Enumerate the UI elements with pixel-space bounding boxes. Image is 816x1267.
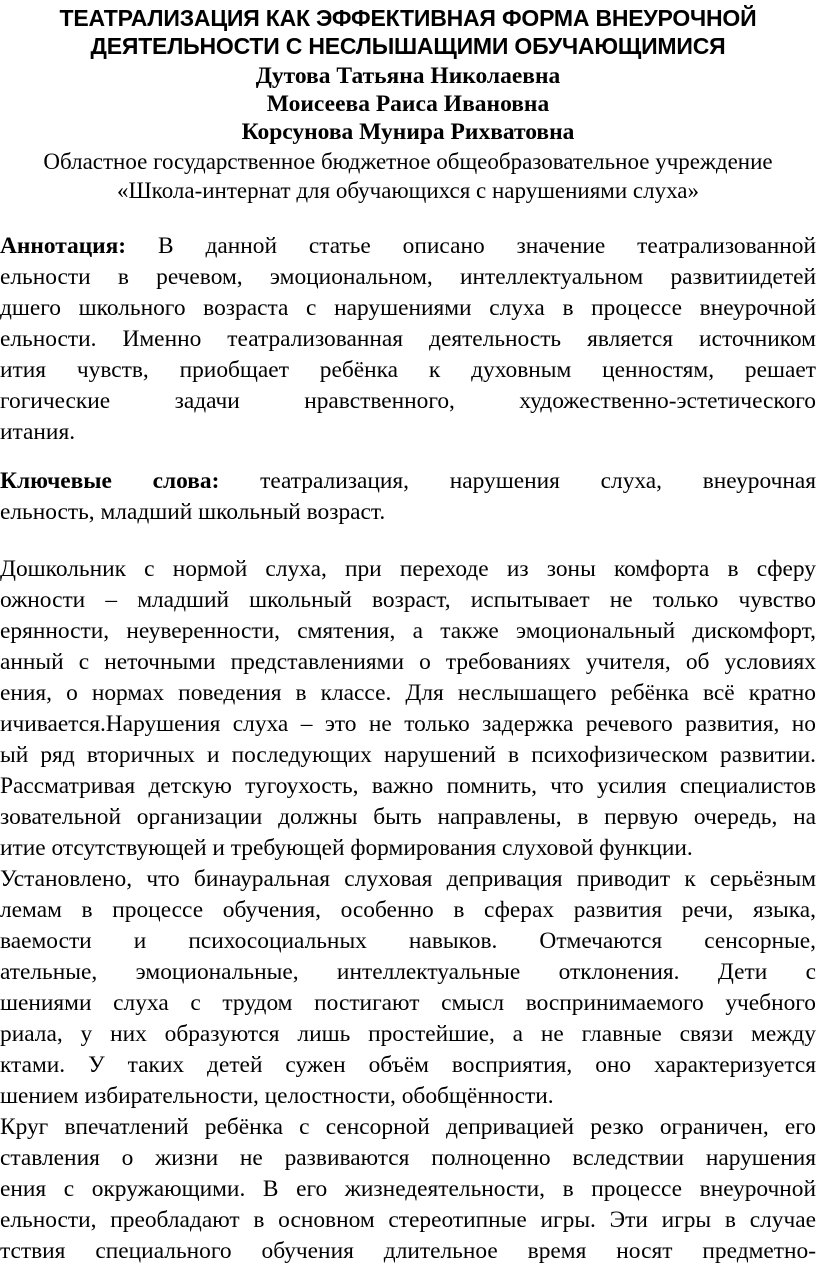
author-2: Моисеева Раиса Ивановна (266, 91, 550, 117)
text-line: Рассматривая детскую тугоухость, важно помнить, что усилия специалистов (0, 773, 816, 799)
text-line: Круг впечатлений ребёнка с сенсорной депривацией резко ограничен, его (0, 1114, 816, 1140)
text-line: Установлено, что бинауральная слуховая депривация приводит к серьёзным (0, 866, 816, 892)
annotation-line: ельности. Именно театрализованная деятельность является источником (0, 326, 816, 352)
keywords-label: Ключевые слова: (0, 468, 220, 494)
organization-line-2: «Школа-интернат для обучающихся с нарушениями слуха» (116, 178, 700, 203)
keywords-line: ельность, младший школьный возраст. (0, 499, 386, 525)
text-line: шениями слуха с трудом постигают смысл воспринимаемого учебного (0, 990, 816, 1016)
text-line: ения, о нормах поведения в классе. Для неслышащего ребёнка всё кратно (0, 680, 816, 706)
text-line: ичивается.Нарушения слуха – это не только задержка речевого развития, но (0, 711, 816, 737)
annotation-line: дшего школьного возраста с нарушениями слуха в процессе внеурочной (0, 295, 816, 321)
text-line: ожности – младший школьный возраст, испытывает не только чувство (0, 587, 816, 613)
annotation-line: ития чувств, приобщает ребёнка к духовным ценностям, решает (0, 357, 816, 383)
text-line: ый ряд вторичных и последующих нарушений в психофизическом развитии. (0, 742, 816, 768)
annotation-line: ельности в речевом, эмоциональном, интеллектуальном развитиидетей (0, 264, 816, 290)
annotation-label: Аннотация: (0, 233, 127, 259)
text-line: зовательной организации должны быть направлены, в первую очередь, на (0, 804, 816, 830)
text-line: ктами. У таких детей сужен объём восприятия, оно характеризуется (0, 1052, 816, 1078)
text-line: лемам в процессе обучения, особенно в сферах развития речи, языка, (0, 897, 816, 923)
annotation-line: гогические задачи нравственного, художественно-эстетического (0, 388, 816, 414)
text-line: анный с неточными представлениями о требованиях учителя, об условиях (0, 649, 816, 675)
title-line-2: ДЕЯТЕЛЬНОСТИ С НЕСЛЫШАЩИМИ ОБУЧАЮЩИМИСЯ (90, 33, 726, 59)
annotation-line: итания. (0, 419, 76, 445)
title-line-1: ТЕАТРАЛИЗАЦИЯ КАК ЭФФЕКТИВНАЯ ФОРМА ВНЕУРОЧНОЙ (59, 5, 757, 31)
author-3: Корсунова Мунира Рихватовна (241, 119, 575, 145)
text-line: ения с окружающими. В его жизнедеятельности, в процессе внеурочной (0, 1176, 816, 1202)
annotation-line: Аннотация: В данной статье описано значение театрализованной (0, 233, 816, 259)
text-line: ваемости и психосоциальных навыков. Отмечаются сенсорные, (0, 928, 816, 954)
text-line: ерянности, неуверенности, смятения, а также эмоциональный дискомфорт, (0, 618, 816, 644)
keywords-line: Ключевые слова: театрализация, нарушения слуха, внеурочная (0, 468, 816, 494)
text-line: шением избирательности, целостности, обобщённости. (0, 1083, 554, 1109)
text-line: ательные, эмоциональные, интеллектуальные отклонения. Дети с (0, 959, 816, 985)
text-line: ставления о жизни не развиваются полноценно вследствии нарушения (0, 1145, 816, 1171)
text-line: риала, у них образуются лишь простейшие, а не главные связи между (0, 1021, 816, 1047)
organization-line-1: Областное государственное бюджетное общеобразовательное учреждение (43, 149, 773, 174)
author-1: Дутова Татьяна Николаевна (255, 63, 561, 89)
text-line: Дошкольник с нормой слуха, при переходе из зоны комфорта в сферу (0, 556, 816, 582)
text-line: ельности, преобладают в основном стереотипные игры. Эти игры в случае (0, 1207, 816, 1233)
text-line: итие отсутствующей и требующей формирования слуховой функции. (0, 835, 693, 861)
text-line: тствия специального обучения длительное время носят предметно- (0, 1238, 816, 1264)
